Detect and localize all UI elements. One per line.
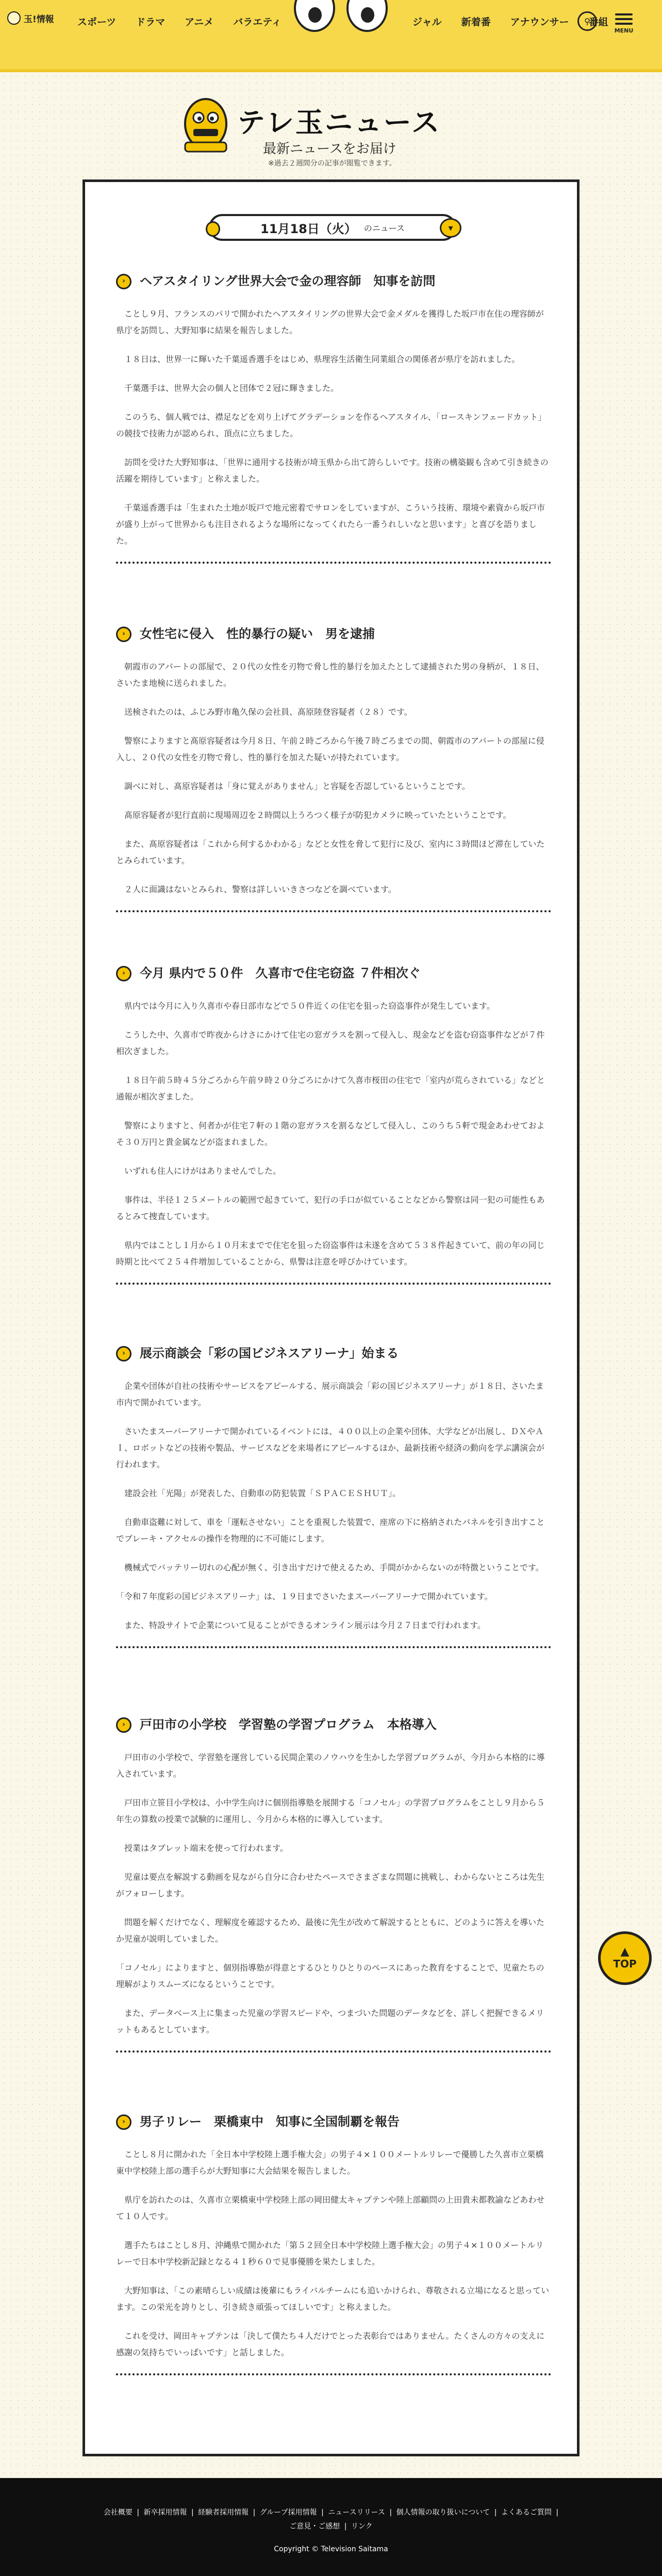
article-divider <box>116 1646 551 1648</box>
search-icon[interactable]: ⚲ <box>577 11 597 31</box>
footer-separator: | <box>494 2508 497 2517</box>
article-paragraph: これを受け、岡田キャプテンは「決して僕たち４人だけでとった表彰台ではありません。たくさんの方々の支えに感謝の気持ちでいっぱいです」と話しました。 <box>116 2331 545 2357</box>
date-suffix: のニュース <box>363 223 405 233</box>
page-top-button[interactable] <box>598 1931 652 1985</box>
article-title <box>116 2113 551 2131</box>
article-title <box>116 1345 551 1363</box>
article-title-text: 男子リレー 栗橋東中 知事に全国制覇を報告 <box>140 2114 400 2129</box>
site-logo[interactable] <box>7 11 54 25</box>
nav-item-sports[interactable]: スポーツ <box>77 17 117 28</box>
arrow-right-icon: › <box>116 966 131 981</box>
mascot-eyes <box>294 0 388 32</box>
footer-link-release[interactable]: ニュースリリース <box>328 2508 385 2517</box>
article-paragraph: １８日午前５時４５分ごろから午前９時２０分ごろにかけて久喜市桜田の住宅で「室内が荒らされている」などと通報が相次ぎました。 <box>116 1075 545 1102</box>
article-paragraph: 問題を解くだけでなく、理解度を確認するため、最後に先生が改めて解説するとともに、どのように答えを導いたか児童が説明していました。 <box>116 1917 545 1944</box>
mascot-icon <box>178 93 234 155</box>
left-eye-icon <box>294 0 335 32</box>
article-paragraph: また、特設サイトで企業について見ることができるオンライン展示は今月２７日まで行われます。 <box>116 1620 486 1630</box>
menu-label: MENU <box>614 27 634 34</box>
article-paragraph: １８日は、世界一に輝いた千葉遥香選手をはじめ、県理容生活衛生同業組合の関係者が県庁を訪れました。 <box>116 354 520 364</box>
footer-link-feedback[interactable]: ご意見・ご感想 <box>289 2522 340 2531</box>
nav-item-anime[interactable]: アニメ <box>185 17 214 28</box>
article-paragraph: 戸田市の小学校で、学習塾を運営している民間企業のノウハウを生かした学習プログラムが、今月から本格的に導入されています。 <box>116 1752 545 1779</box>
article-divider <box>116 2050 551 2053</box>
footer-separator: | <box>556 2508 559 2517</box>
nav-item-drama[interactable]: ドラマ <box>136 17 166 28</box>
footer-links <box>98 2506 564 2533</box>
article-paragraph: 県庁を訪れたのは、久喜市立栗橋東中学校陸上部の岡田健太キャプテンや陸上部顧問の上田貴未都教諭などあわせて１０人です。 <box>116 2194 545 2221</box>
nav-item-new[interactable]: 新着番 <box>461 17 491 28</box>
page-top-label: TOP <box>613 1958 637 1970</box>
selected-date: 11月18日（火） <box>260 221 357 236</box>
global-nav-left <box>77 14 282 28</box>
site-footer <box>0 2478 662 2576</box>
chevron-down-icon[interactable]: ▾ <box>440 218 461 238</box>
article-paragraph: 授業はタブレット端末を使って行われます。 <box>116 1843 288 1853</box>
hamburger-icon <box>615 13 633 15</box>
article-divider <box>116 562 551 564</box>
site-logo-text: 玉!情報 <box>24 14 54 25</box>
page-brand <box>0 72 662 170</box>
global-header <box>0 0 662 72</box>
nav-item-genre[interactable]: ジャル <box>412 17 442 28</box>
date-selector[interactable] <box>209 214 456 241</box>
arrow-right-icon: › <box>116 1346 131 1361</box>
right-eye-icon <box>346 0 388 32</box>
page-title: テレ玉ニュース <box>237 106 441 139</box>
article-paragraph: 選手たちはことし８月、沖縄県で開かれた「第５２回全日本中学校陸上選手権大会」の男子４×１００メートルリレーで日本中学校新記録となる４１秒６０で見事優勝を果たしました。 <box>116 2240 544 2267</box>
article-paragraph: 警察によりますと、何者かが住宅７軒の１階の窓ガラスを割るなどして侵入し、このうち５軒で現金あわせておよそ３０万円と貴金属などが盗まれました。 <box>116 1120 545 1147</box>
mascot-icon <box>7 11 21 25</box>
footer-separator: | <box>389 2508 392 2517</box>
news-article <box>116 626 551 912</box>
article-title <box>116 965 551 982</box>
footer-link-newgrad[interactable]: 新卒採用情報 <box>143 2508 187 2517</box>
footer-separator: | <box>191 2508 194 2517</box>
article-title <box>116 626 551 643</box>
news-article <box>116 2113 551 2375</box>
article-paragraph: 機械式でバッテリー切れの心配が無く、引き出すだけで使えるため、手間がかからないのが特徴ということです。 <box>116 1562 544 1572</box>
article-paragraph: さいたまスーパーアリーナで開かれているイベントには、４００以上の企業や団体、大学などが出展し、ＤＸやＡＩ、ロボットなどの技術や製品、サービスなどを来場者にアピールするほか、最新技術や経済の動向を学ぶ講演会が行われます。 <box>116 1426 545 1469</box>
article-paragraph: 県内では今月に入り久喜市や春日部市などで５０件近くの住宅を狙った窃盗事件が発生しています。 <box>116 1000 495 1011</box>
article-paragraph: 戸田市立笹目小学校は、小中学生向けに個別指導塾を展開する「コノセル」の学習プログラムをことし９月から５年生の算数の授業で試験的に運用し、今月から本格的に導入しています。 <box>116 1797 545 1824</box>
arrow-right-icon: › <box>116 1717 131 1733</box>
article-title <box>116 273 551 290</box>
copyright: Copyright © Television Saitama <box>274 2545 388 2553</box>
article-paragraph: いずれも住人にけがはありませんでした。 <box>116 1166 282 1176</box>
header-icons <box>577 11 635 34</box>
article-title-text: 戸田市の小学校 学習塾の学習プログラム 本格導入 <box>140 1717 437 1732</box>
article-divider <box>116 2373 551 2375</box>
archive-note: ※過去２週間分の記事が閲覧できます。 <box>268 159 396 168</box>
article-paragraph: 「令和７年度彩の国ビジネスアリーナ」は、１９日までさいたまスーパーアリーナで開かれています。 <box>116 1591 493 1601</box>
footer-link-group[interactable]: グループ採用情報 <box>259 2508 317 2517</box>
footer-separator: | <box>344 2522 347 2531</box>
nav-item-variety[interactable]: バラエティ <box>233 17 282 28</box>
news-article <box>116 965 551 1285</box>
article-paragraph: 児童は要点を解説する動画を見ながら自分に合わせたペースでさまざまな問題に挑戦し、わからないところは先生がフォローします。 <box>116 1872 545 1898</box>
arrow-right-icon: › <box>116 274 131 289</box>
article-title-text: 今月 県内で５０件 久喜市で住宅窃盗 ７件相次ぐ <box>140 966 421 980</box>
hamburger-icon <box>615 18 633 20</box>
article-title-text: 展示商談会「彩の国ビジネスアリーナ」始まる <box>140 1346 399 1360</box>
article-paragraph: また、髙原容疑者は「これから何するかわかる」などと女性を脅して犯行に及び、室内に３時間ほど滞在していたとみられています。 <box>116 839 545 865</box>
article-paragraph: 企業や団体が自社の技術やサービスをアピールする、展示商談会「彩の国ビジネスアリーナ」が１８日、さいたま市内で開かれています。 <box>116 1381 544 1407</box>
article-paragraph: 訪問を受けた大野知事は、「世界に通用する技術が埼玉県から出て誇らしいです。技術の構築観も含めて引き続きの活躍を期待しています」と称えました。 <box>116 457 549 484</box>
article-title <box>116 1716 551 1734</box>
arrow-up-icon: ▲ <box>620 1945 630 1958</box>
article-paragraph: 「コノセル」によりますと、個別指導塾が得意とするひとりひとりのペースにあった教育をすることで、児童たちの理解がよりスムーズになるということです。 <box>116 1962 544 1989</box>
footer-link-company[interactable]: 会社概要 <box>103 2508 133 2517</box>
menu-button[interactable] <box>613 11 635 34</box>
footer-link-career[interactable]: 経験者採用情報 <box>198 2508 249 2517</box>
article-paragraph: 自動車盗難に対して、車を「運転させない」ことを重視した装置で、座席の下に格納されたパネルを引き出すことでブレーキ・アクセルの操作を物理的に不可能にします。 <box>116 1517 545 1544</box>
article-paragraph: また、データベース上に集まった児童の学習スピードや、つまづいた問題のデータなどを、詳しく把握できるメリットもあるとしています。 <box>116 2008 544 2034</box>
footer-separator: | <box>253 2508 256 2517</box>
page-subtitle: 最新ニュースをお届け <box>263 141 396 157</box>
article-title-text: 女性宅に侵入 性的暴行の疑い 男を逮捕 <box>140 627 375 641</box>
article-paragraph: ことし８月に開かれた「全日本中学校陸上選手権大会」の男子４×１００メートルリレーで優勝した久喜市立栗橋東中学校陸上部の選手らが大野知事に大会結果を報告しました。 <box>116 2149 544 2176</box>
footer-separator: | <box>321 2508 324 2517</box>
article-paragraph: こうした中、久喜市で昨夜からけさにかけて住宅の窓ガラスを割って侵入し、現金などを盗む窃盗事件などが７件相次ぎました。 <box>116 1029 545 1056</box>
article-paragraph: 髙原容疑者が犯行直前に現場周辺を２時間以上うろつく様子が防犯カメラに映っていたということです。 <box>116 810 511 820</box>
article-divider <box>116 910 551 912</box>
article-paragraph: 調べに対し、髙原容疑者は「身に覚えがありません」と容疑を否認しているということです。 <box>116 781 470 791</box>
article-paragraph: 建設会社「光陽」が発表した、自動車の防犯装置「ＳＰＡＣＥＳＨＵＴ」。 <box>116 1488 401 1498</box>
article-paragraph: 朝霞市のアパートの部屋で、２０代の女性を刃物で脅し性的暴行を加えたとして逮捕された男の身柄が、１８日、さいたま地検に送られました。 <box>116 661 544 688</box>
arrow-right-icon: › <box>116 627 131 642</box>
nav-item-announcer[interactable]: アナウンサー <box>510 17 569 28</box>
article-paragraph: 送検されたのは、ふじみ野市亀久保の会社員、髙原陸登容疑者（２８）です。 <box>116 707 412 717</box>
nav-item-program[interactable]: 番組 <box>588 17 608 28</box>
article-paragraph: 千葉遥香選手は「生まれた土地が坂戸で地元密着でサロンをしていますが、こういう技術、環境や素資から坂戸市が盛り上がって世界からも注目されるような場所になってくれたら一番うれしいなと思います」と喜びを語りました。 <box>116 502 545 546</box>
news-panel <box>82 179 580 2456</box>
article-paragraph: このうち、個人戦では、襟足などを刈り上げてグラデーションを作るヘアスタイル、「ロースキンフェードカット」の競技で技術力が認められ、頂点に立ちました。 <box>116 412 547 438</box>
news-article <box>116 1345 551 1648</box>
footer-separator: | <box>137 2508 140 2517</box>
article-paragraph: 県内ではことし１月から１０月末までで住宅を狙った窃盗事件は未遂を含めて５３８件起きていて、前の年の同じ時期と比べて２５４件増加していることから、県警は注意を呼びかけています。 <box>116 1240 545 1267</box>
article-paragraph: ことし９月、フランスのパリで開かれたヘアスタイリングの世界大会で金メダルを獲得した坂戸市在住の理容師が県庁を訪問し、大野知事に結果を報告しました。 <box>116 308 544 335</box>
footer-link-links[interactable]: リンク <box>351 2522 373 2531</box>
arrow-right-icon: › <box>116 2114 131 2130</box>
article-divider <box>116 1283 551 1285</box>
article-paragraph: 千葉選手は、世界大会の個人と団体で２冠に輝きました。 <box>116 383 339 393</box>
article-paragraph: 事件は、半径１２５メートルの範囲で起きていて、犯行の手口が似ていることなどから警察は同一犯の可能性もあるとみて捜査しています。 <box>116 1194 545 1221</box>
article-paragraph: 大野知事は、「この素晴らしい成績は後輩にもライバルチームにも追いかけられ、尊敬される立場になると思っています。この栄光を誇りとし、引き続き頑張ってほしいです」と称えました。 <box>116 2285 550 2312</box>
article-paragraph: 警察によりますと髙原容疑者は今月８日、午前２時ごろから午後７時ごろまでの間、朝霞市のアパートの部屋に侵入し、２０代の女性を刃物で脅し、性的暴行を加えた疑いが持たれています。 <box>116 735 544 762</box>
footer-link-privacy[interactable]: 個人情報の取り扱いについて <box>396 2508 490 2517</box>
hamburger-icon <box>615 23 633 25</box>
footer-link-faq[interactable]: よくあるご質問 <box>501 2508 552 2517</box>
news-article <box>116 1716 551 2053</box>
article-title-text: ヘアスタイリング世界大会で金の理容師 知事を訪問 <box>140 274 436 288</box>
article-paragraph: ２人に面識はないとみられ、警察は詳しいいきさつなどを調べています。 <box>116 884 396 894</box>
news-article <box>116 273 551 564</box>
